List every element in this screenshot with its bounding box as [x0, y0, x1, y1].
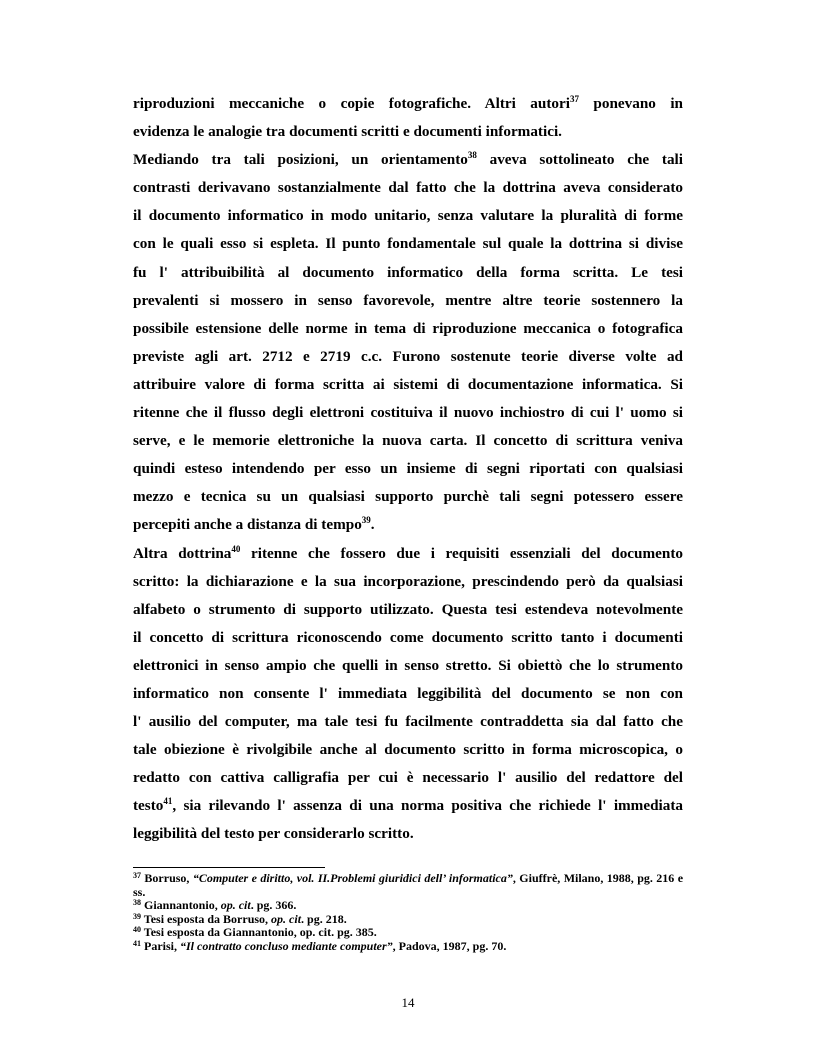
footnote: $^{37}$ Borruso, “Computer e diritto, vol. II.Problemi giuridici dell’ informatica”, Giuffrè, Milano, 1988, pg. 216 e ss. [133, 871, 684, 899]
footnote-ref: 37 [569, 94, 579, 104]
footnote-ref: 38 [467, 150, 477, 161]
body-line: testo$^{41}$, sia rilevando l' assenza di una norma positiva che richiede l' immediata [133, 796, 683, 815]
body-line: Altra dottrina$^{40}$ ritenne che fossero due i requisiti essenziali del documento [133, 543, 683, 562]
body-line: evidenza le analogie tra documenti scritti e documenti informatici. [133, 123, 562, 141]
body-line: scritto: la dichiarazione e la sua incorporazione, prescindendo però da qualsiasi [133, 572, 683, 590]
body-line: riproduzioni meccaniche o copie fotografiche. Altri autori$^{37}$ ponevano in [133, 94, 684, 112]
footnote-ref: 41 [163, 796, 173, 807]
body-line: Mediando tra tali posizioni, un orientamento$^{38}$ aveva sottolineato che tali [133, 150, 683, 169]
body-line: serve, e le memorie elettroniche la nuova carta. Il concetto di scrittura veniva [133, 432, 683, 450]
body-line: percepiti anche a distanza di tempo$^{39}$. [133, 515, 375, 534]
footnotes [133, 872, 683, 954]
body-line: possibile estensione delle norme in tema di riproduzione meccanica o fotografica [133, 319, 683, 337]
footnote-separator [133, 867, 325, 868]
body-line: contrasti derivavano sostanzialmente dal fatto che la dottrina aveva considerato [133, 179, 683, 197]
body-line: mezzo e tecnica su un qualsiasi supporto purchè tali segni potessero essere [133, 488, 683, 506]
body-line: informatico non consente l' immediata leggibilità del documento se non con [133, 684, 683, 702]
body-line: elettronici in senso ampio che quelli in senso stretto. Si obiettò che lo strumento [133, 656, 683, 674]
body-text [133, 90, 683, 849]
body-line: l' ausilio del computer, ma tale tesi fu facilmente contraddetta sia dal fatto che [133, 713, 683, 731]
body-line: ritenne che il flusso degli elettroni costituiva il nuovo inchiostro di cui l' uomo si [133, 404, 683, 422]
body-line: prevalenti si mossero in senso favorevole, mentre altre teorie sostennero la [133, 291, 683, 309]
body-line: alfabeto o strumento di supporto utilizzato. Questa tesi estendeva notevolmente [133, 600, 683, 618]
body-line: il concetto di scrittura riconoscendo come documento scritto tanto i documenti [133, 628, 683, 646]
body-line: redatto con cattiva calligrafia per cui è necessario l' ausilio del redattore del [133, 769, 683, 787]
footnote: $^{41}$ Parisi, “Il contratto concluso mediante computer”, Padova, 1987, pg. 70. [133, 938, 507, 953]
page-number: 14 [401, 995, 415, 1010]
body-line: previste agli art. 2712 e 2719 c.c. Furono sostenute teorie diverse volte ad [133, 347, 683, 365]
footnote-ref: 40 [231, 543, 241, 554]
body-line: tale obiezione è rivolgibile anche al documento scritto in forma microscopica, o [133, 741, 683, 759]
footnote-ref: 39 [361, 515, 371, 526]
body-line: il documento informatico in modo unitario, senza valutare la pluralità di forme [133, 207, 683, 225]
footnote: $^{38}$ Giannantonio, op. cit. pg. 366. [133, 898, 297, 913]
footnote: $^{40}$ Tesi esposta da Giannantonio, op. cit. pg. 385. [133, 925, 377, 940]
footnote: $^{39}$ Tesi esposta da Borruso, op. cit. pg. 218. [133, 911, 347, 926]
body-line: con le quali esso si espleta. Il punto fondamentale sul quale la dottrina si divise [133, 235, 683, 253]
body-line: leggibilità del testo per considerarlo scritto. [133, 825, 414, 843]
body-line: attribuire valore di forma scritta ai sistemi di documentazione informatica. Si [133, 375, 683, 393]
body-line: fu l' attribuibilità al documento informatico della forma scritta. Le tesi [133, 263, 683, 281]
body-line: quindi esteso intendendo per esso un insieme di segni riportati con qualsiasi [133, 460, 683, 478]
